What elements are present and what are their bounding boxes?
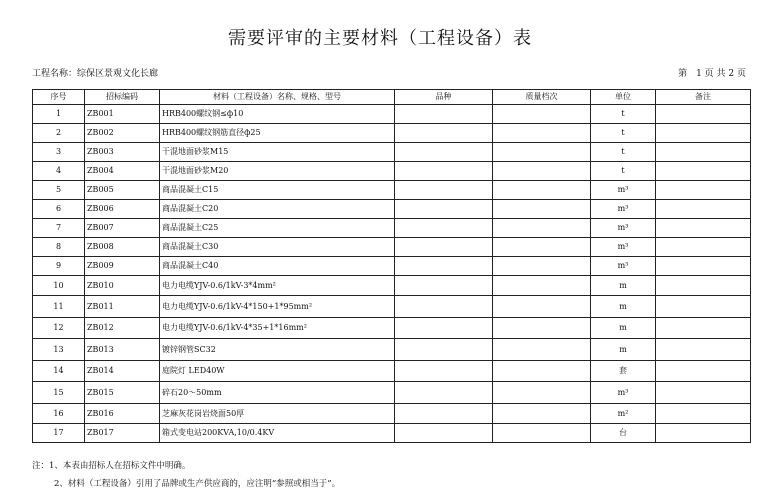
cell-name: 商品混凝土C30 [160, 238, 395, 257]
cell-no: 10 [33, 276, 85, 296]
cell-unit: t [591, 124, 656, 143]
cell-unit: t [591, 143, 656, 162]
column-header-grade: 质量档次 [493, 90, 591, 105]
cell-code: ZB007 [85, 219, 160, 238]
cell-grade [493, 257, 591, 276]
column-header-kind: 品种 [395, 90, 493, 105]
cell-no: 11 [33, 296, 85, 318]
cell-unit: m³ [591, 257, 656, 276]
cell-unit: m³ [591, 382, 656, 404]
cell-kind [395, 200, 493, 219]
cell-kind [395, 124, 493, 143]
cell-name: 碎石20～50mm [160, 382, 395, 404]
cell-note [656, 162, 751, 181]
column-header-unit: 单位 [591, 90, 656, 105]
cell-note [656, 424, 751, 443]
cell-unit: m² [591, 404, 656, 424]
cell-name: 镀锌钢管SC32 [160, 339, 395, 361]
cell-grade [493, 181, 591, 200]
cell-name: 干混地面砂浆M20 [160, 162, 395, 181]
cell-kind [395, 219, 493, 238]
cell-note [656, 404, 751, 424]
cell-no: 9 [33, 257, 85, 276]
cell-name: 电力电缆YJV-0.6/1kV-4*150+1*95mm² [160, 296, 395, 318]
project-name: 工程名称：综保区景观文化长廊 [32, 69, 159, 79]
cell-code: ZB006 [85, 200, 160, 219]
cell-no: 12 [33, 318, 85, 339]
cell-unit: m³ [591, 200, 656, 219]
cell-name: 商品混凝土C15 [160, 181, 395, 200]
cell-kind [395, 257, 493, 276]
table-row [33, 124, 751, 143]
cell-grade [493, 105, 591, 124]
cell-note [656, 143, 751, 162]
cell-unit: m [591, 276, 656, 296]
cell-name: HRB400螺纹钢筋直径ф25 [160, 124, 395, 143]
table-row [33, 404, 751, 424]
cell-grade [493, 143, 591, 162]
cell-unit: m³ [591, 219, 656, 238]
cell-no: 3 [33, 143, 85, 162]
table-row [33, 238, 751, 257]
cell-code: ZB015 [85, 382, 160, 404]
cell-code: ZB012 [85, 318, 160, 339]
cell-name: HRB400螺纹钢≤ф10 [160, 105, 395, 124]
cell-kind [395, 238, 493, 257]
cell-no: 2 [33, 124, 85, 143]
cell-name: 商品混凝土C25 [160, 219, 395, 238]
cell-no: 8 [33, 238, 85, 257]
table-row [33, 200, 751, 219]
cell-unit: m [591, 339, 656, 361]
cell-grade [493, 219, 591, 238]
cell-kind [395, 162, 493, 181]
cell-grade [493, 339, 591, 361]
cell-code: ZB014 [85, 361, 160, 382]
cell-grade [493, 238, 591, 257]
cell-code: ZB010 [85, 276, 160, 296]
cell-grade [493, 382, 591, 404]
cell-note [656, 361, 751, 382]
table-row [33, 219, 751, 238]
table-row [33, 361, 751, 382]
note-2: 2、材料（工程设备）引用了品牌或生产供应商的，应注明“参照或相当于”。 [54, 479, 341, 489]
cell-kind [395, 404, 493, 424]
cell-name: 电力电缆YJV-0.6/1kV-3*4mm² [160, 276, 395, 296]
cell-unit: m³ [591, 181, 656, 200]
cell-unit: 套 [591, 361, 656, 382]
cell-grade [493, 361, 591, 382]
cell-no: 1 [33, 105, 85, 124]
cell-code: ZB016 [85, 404, 160, 424]
cell-name: 干混地面砂浆M15 [160, 143, 395, 162]
cell-name: 箱式变电站200KVA,10/0.4KV [160, 424, 395, 443]
cell-code: ZB011 [85, 296, 160, 318]
cell-grade [493, 296, 591, 318]
cell-kind [395, 318, 493, 339]
table-row [33, 143, 751, 162]
cell-note [656, 318, 751, 339]
cell-kind [395, 296, 493, 318]
column-header-no: 序号 [33, 90, 85, 105]
table-row [33, 382, 751, 404]
cell-kind [395, 181, 493, 200]
materials-table [32, 89, 751, 443]
cell-code: ZB003 [85, 143, 160, 162]
cell-name: 商品混凝土C40 [160, 257, 395, 276]
table-row [33, 424, 751, 443]
cell-unit: t [591, 162, 656, 181]
table-row [33, 276, 751, 296]
cell-note [656, 382, 751, 404]
cell-grade [493, 162, 591, 181]
cell-kind [395, 361, 493, 382]
table-row [33, 105, 751, 124]
cell-grade [493, 424, 591, 443]
cell-unit: t [591, 105, 656, 124]
cell-unit: m [591, 296, 656, 318]
note-1: 注：1、本表由招标人在招标文件中明确。 [32, 461, 191, 471]
cell-kind [395, 143, 493, 162]
cell-code: ZB013 [85, 339, 160, 361]
cell-name: 电力电缆YJV-0.6/1kV-4*35+1*16mm² [160, 318, 395, 339]
cell-code: ZB009 [85, 257, 160, 276]
cell-note [656, 181, 751, 200]
cell-note [656, 238, 751, 257]
cell-code: ZB001 [85, 105, 160, 124]
cell-note [656, 105, 751, 124]
cell-unit: m³ [591, 238, 656, 257]
cell-note [656, 200, 751, 219]
cell-no: 5 [33, 181, 85, 200]
cell-note [656, 276, 751, 296]
cell-note [656, 296, 751, 318]
cell-no: 13 [33, 339, 85, 361]
table-row [33, 339, 751, 361]
cell-name: 芝麻灰花岗岩烧面50厚 [160, 404, 395, 424]
cell-note [656, 257, 751, 276]
table-header-row [33, 90, 751, 105]
cell-note [656, 219, 751, 238]
page-title: 需要评审的主要材料（工程设备）表 [228, 28, 532, 49]
cell-code: ZB002 [85, 124, 160, 143]
table-row [33, 296, 751, 318]
cell-code: ZB005 [85, 181, 160, 200]
cell-grade [493, 276, 591, 296]
cell-grade [493, 318, 591, 339]
cell-unit: 台 [591, 424, 656, 443]
cell-note [656, 124, 751, 143]
page-number: 第 1 页 共 2 页 [678, 69, 746, 79]
cell-code: ZB017 [85, 424, 160, 443]
cell-kind [395, 382, 493, 404]
table-row [33, 257, 751, 276]
cell-kind [395, 276, 493, 296]
column-header-code: 招标编码 [85, 90, 160, 105]
table-row [33, 181, 751, 200]
table-row [33, 162, 751, 181]
cell-grade [493, 124, 591, 143]
cell-name: 商品混凝土C20 [160, 200, 395, 219]
cell-note [656, 339, 751, 361]
cell-no: 15 [33, 382, 85, 404]
table-row [33, 318, 751, 339]
cell-kind [395, 339, 493, 361]
cell-kind [395, 424, 493, 443]
cell-no: 6 [33, 200, 85, 219]
cell-no: 16 [33, 404, 85, 424]
cell-no: 7 [33, 219, 85, 238]
cell-kind [395, 105, 493, 124]
cell-name: 庭院灯 LED40W [160, 361, 395, 382]
cell-grade [493, 200, 591, 219]
column-header-name: 材料（工程设备）名称、规格、型号 [160, 90, 395, 105]
cell-unit: m [591, 318, 656, 339]
cell-grade [493, 404, 591, 424]
cell-code: ZB008 [85, 238, 160, 257]
cell-no: 14 [33, 361, 85, 382]
column-header-note: 备注 [656, 90, 751, 105]
cell-code: ZB004 [85, 162, 160, 181]
cell-no: 17 [33, 424, 85, 443]
cell-no: 4 [33, 162, 85, 181]
notes [32, 457, 340, 493]
